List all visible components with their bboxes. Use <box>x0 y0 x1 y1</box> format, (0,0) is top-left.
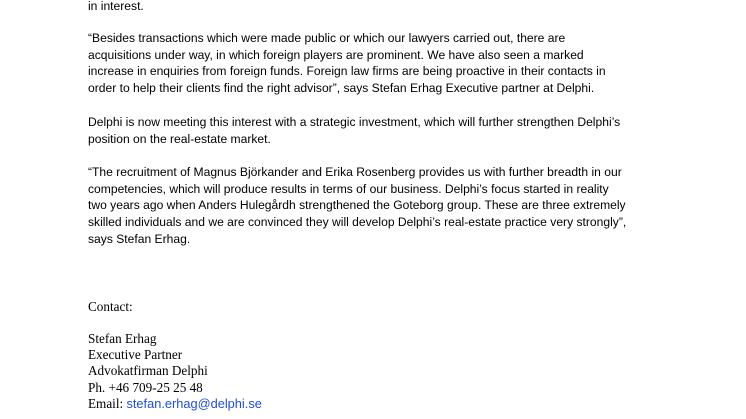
text-line: says Stefan Erhag. <box>88 231 191 246</box>
paragraph-quote-transactions <box>88 30 606 97</box>
text-line: increase in enquiries from foreign funds. Foreign law firms are being proactive in their contacts in <box>88 64 606 79</box>
text-line: in interest. <box>88 0 144 13</box>
contact-email-line <box>88 396 262 412</box>
paragraph-strategic-investment <box>88 114 620 147</box>
paragraph-quote-recruitment <box>88 164 626 248</box>
text-line: order to help their clients find the right advisor”, says Stefan Erhag Executive partner at Delphi. <box>88 81 595 96</box>
text-line: acquisitions under way, in which foreign players are prominent. We have also seen a marked <box>88 47 584 62</box>
text-line: Delphi is now meeting this interest with a strategic investment, which will further strengthen Delphi’s <box>88 115 621 129</box>
text-line: “Besides transactions which were made public or which our lawyers carried out, there are <box>88 31 566 45</box>
contact-company: Advokatfirman Delphi <box>88 363 208 379</box>
contact-heading: Contact: <box>88 299 133 314</box>
email-label: Email: <box>88 395 124 411</box>
contact-name: Stefan Erhag <box>88 331 157 346</box>
contact-phone: Ph. +46 709-25 25 48 <box>88 379 203 395</box>
text-line: competencies, which will produce results in terms of our business. Delphi’s focus started in reality <box>88 181 609 196</box>
text-line: “The recruitment of Magnus Björkander and Erika Rosenberg provides us with further breadth in our <box>88 165 622 179</box>
text-line: position on the real-estate market. <box>88 131 271 146</box>
contact-block <box>88 331 262 412</box>
text-line: skilled individuals and we are convinced they will develop Delphi’s real-estate practice very strongly”, <box>88 215 627 230</box>
paragraph-fragment <box>88 0 144 15</box>
text-line: two years ago when Anders Hulegårdh strengthened the Goteborg group. These are three extremely <box>88 198 626 213</box>
contact-title: Executive Partner <box>88 347 183 363</box>
email-link[interactable]: stefan.erhag@delphi.se <box>126 395 262 411</box>
